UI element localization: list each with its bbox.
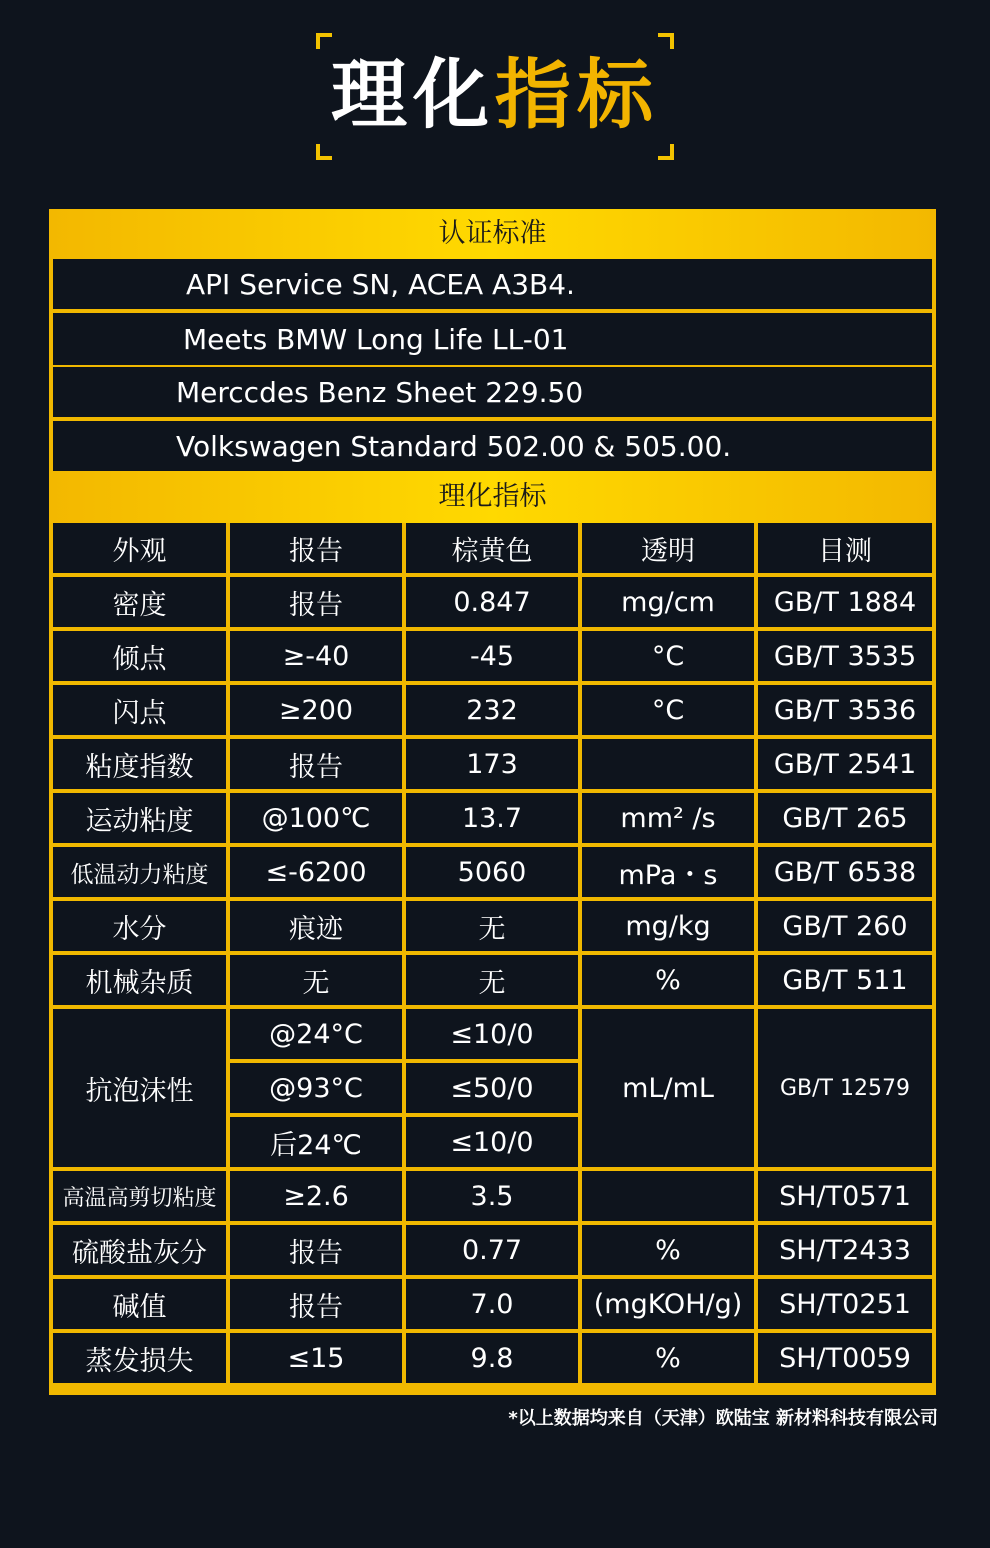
param-unit: mg/kg: [582, 901, 754, 951]
param-spec: 报告: [230, 1279, 402, 1329]
param-value: 9.8: [406, 1333, 578, 1383]
param-name: 高温高剪切粘度: [53, 1171, 226, 1221]
param-name: 蒸发损失: [53, 1333, 226, 1383]
param-spec: ≥-40: [230, 631, 402, 681]
param-spec: 报告: [230, 577, 402, 627]
param-spec: 无: [230, 955, 402, 1005]
param-spec: @93°C: [230, 1063, 402, 1113]
param-value: 0.847: [406, 577, 578, 627]
param-spec: 报告: [230, 523, 402, 573]
param-spec: ≤-6200: [230, 847, 402, 897]
cert-row: API Service SN, ACEA A3B4.: [53, 259, 932, 309]
param-spec: 痕迹: [230, 901, 402, 951]
corner-bracket: [658, 144, 674, 160]
param-spec: ≤15: [230, 1333, 402, 1383]
param-unit: mL/mL: [582, 1009, 754, 1167]
param-unit: %: [582, 955, 754, 1005]
param-unit: °C: [582, 631, 754, 681]
param-spec: @100℃: [230, 793, 402, 843]
param-value: 无: [406, 901, 578, 951]
param-unit: mm² /s: [582, 793, 754, 843]
title-part-white: 理化: [331, 50, 495, 139]
param-name: 碱值: [53, 1279, 226, 1329]
param-spec: ≥2.6: [230, 1171, 402, 1221]
param-name: 运动粘度: [53, 793, 226, 843]
param-spec: 报告: [230, 1225, 402, 1275]
param-value: ≤10/0: [406, 1117, 578, 1167]
param-value: 173: [406, 739, 578, 789]
param-method: GB/T 3535: [758, 631, 932, 681]
param-value: 棕黄色: [406, 523, 578, 573]
param-name: 倾点: [53, 631, 226, 681]
param-spec: 后24℃: [230, 1117, 402, 1167]
title-block: [316, 33, 674, 160]
param-value: 7.0: [406, 1279, 578, 1329]
spec-table: [49, 209, 936, 1395]
param-unit: (mgKOH/g): [582, 1279, 754, 1329]
param-value: 3.5: [406, 1171, 578, 1221]
param-unit: °C: [582, 685, 754, 735]
param-method: GB/T 260: [758, 901, 932, 951]
param-value: 232: [406, 685, 578, 735]
param-method: GB/T 1884: [758, 577, 932, 627]
param-name: 闪点: [53, 685, 226, 735]
param-name: 机械杂质: [53, 955, 226, 1005]
param-name: 低温动力粘度: [53, 847, 226, 897]
footnote: *以上数据均来自（天津）欧陆宝 新材料科技有限公司: [508, 1408, 938, 1429]
param-name: 密度: [53, 577, 226, 627]
param-method: SH/T2433: [758, 1225, 932, 1275]
cert-row: Meets BMW Long Life LL-01: [53, 313, 932, 365]
param-value: ≤50/0: [406, 1063, 578, 1113]
param-unit: %: [582, 1333, 754, 1383]
param-method: SH/T0059: [758, 1333, 932, 1383]
param-method: GB/T 2541: [758, 739, 932, 789]
param-method: GB/T 3536: [758, 685, 932, 735]
param-unit: 透明: [582, 523, 754, 573]
param-name: 水分: [53, 901, 226, 951]
param-name: 抗泡沫性: [53, 1009, 226, 1167]
param-method: GB/T 265: [758, 793, 932, 843]
param-unit: mPa・s: [582, 847, 754, 897]
param-method: 目测: [758, 523, 932, 573]
param-value: -45: [406, 631, 578, 681]
param-method: GB/T 12579: [758, 1009, 932, 1167]
param-method: GB/T 511: [758, 955, 932, 1005]
param-method: SH/T0251: [758, 1279, 932, 1329]
corner-bracket: [316, 144, 332, 160]
param-unit: [582, 1171, 754, 1221]
param-method: GB/T 6538: [758, 847, 932, 897]
param-value: ≤10/0: [406, 1009, 578, 1059]
param-value: 13.7: [406, 793, 578, 843]
cert-row: Volkswagen Standard 502.00 & 505.00.: [53, 421, 932, 471]
page-title: [316, 47, 674, 143]
param-value: 无: [406, 955, 578, 1005]
param-unit: %: [582, 1225, 754, 1275]
param-spec: @24°C: [230, 1009, 402, 1059]
param-spec: 报告: [230, 739, 402, 789]
param-spec: ≥200: [230, 685, 402, 735]
title-part-yellow: 指标: [495, 50, 659, 139]
param-value: 5060: [406, 847, 578, 897]
cert-header: 认证标准: [49, 209, 936, 259]
param-unit: [582, 739, 754, 789]
param-name: 外观: [53, 523, 226, 573]
param-name: 粘度指数: [53, 739, 226, 789]
param-method: SH/T0571: [758, 1171, 932, 1221]
cert-row: Merccdes Benz Sheet 229.50: [53, 367, 932, 417]
param-name: 硫酸盐灰分: [53, 1225, 226, 1275]
param-unit: mg/cm: [582, 577, 754, 627]
param-value: 0.77: [406, 1225, 578, 1275]
spec-header: 理化指标: [49, 471, 936, 523]
